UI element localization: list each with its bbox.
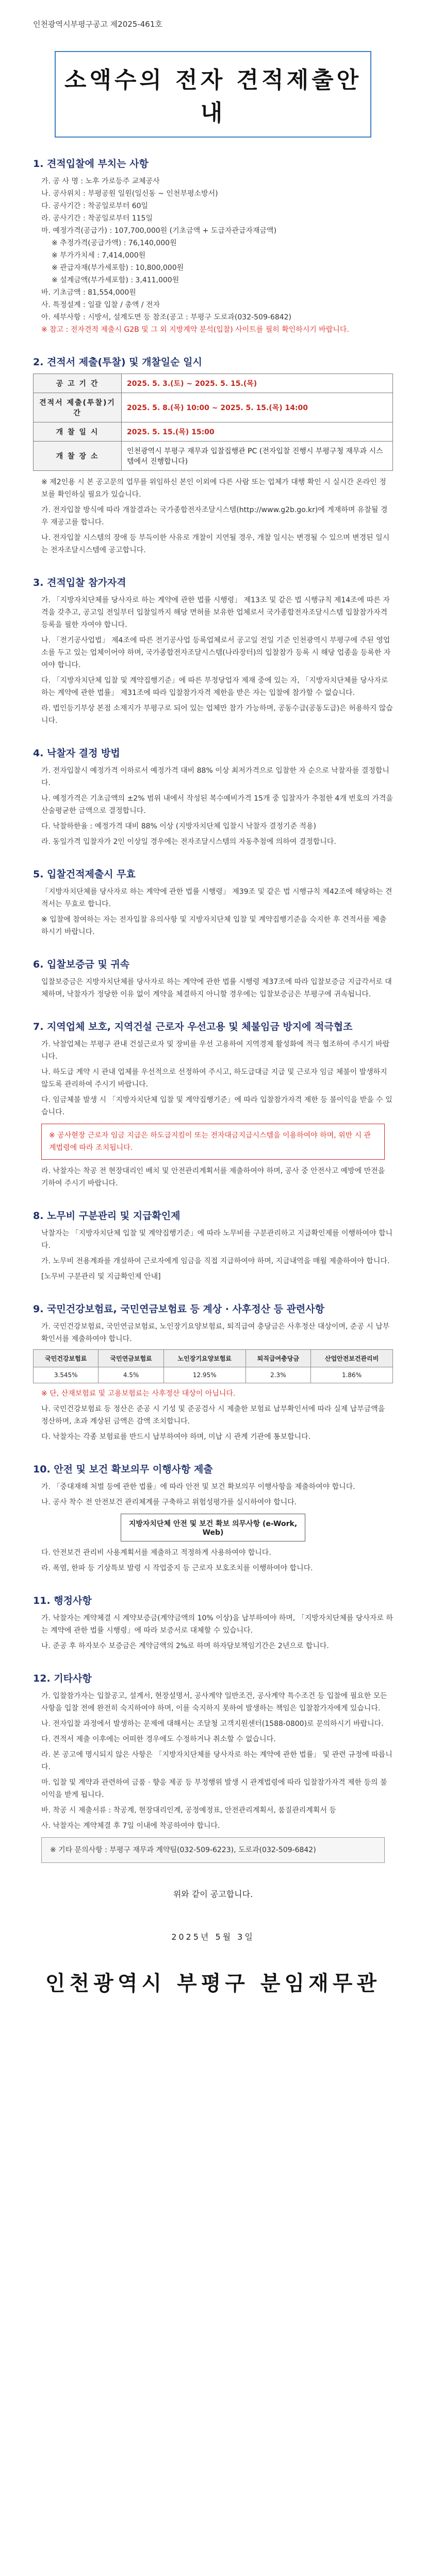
section-heading: 9. 국민건강보험료, 국민연금보험료 등 계상 · 사후정산 등 관련사항 (33, 1303, 324, 1315)
table-cell-value: 2025. 5. 3.(토) ~ 2025. 5. 15.(목) (122, 374, 393, 393)
section-2 (33, 354, 393, 556)
info-line: ※ 부가가치세 : 7,414,000원 (52, 251, 146, 260)
section-heading: 3. 견적입찰 참가자격 (33, 577, 126, 588)
note-text: 가. 전자입찰 방식에 따라 개찰결과는 국가종합전자조달시스템(http://www.g2b.go.kr)에 게재하며 유찰될 경우 재공고를 합니다. (41, 506, 388, 527)
schedule-table (33, 374, 393, 471)
table-cell: 3.545% (34, 1367, 99, 1383)
warning-line: ※ 참고 : 전자견적 제출시 G2B 및 그 외 지방계약 분석(입찰) 사이트를 필히 확인하시기 바랍니다. (41, 326, 349, 334)
page-bottom-spacer (33, 1996, 393, 2058)
paragraph: 낙찰자는 「지방자치단체 입찰 및 계약집행기준」에 따라 노무비를 구분관리하고 지급확인제를 이행하여야 합니다. (41, 1229, 393, 1250)
table-cell: 1.86% (311, 1367, 393, 1383)
info-line: ※ 관급자재(부가세포함) : 10,800,000원 (52, 264, 184, 272)
paragraph: 다. 안전보건 관리비 사용계획서를 제출하고 적정하게 사용하여야 합니다. (41, 1549, 271, 1557)
section-3 (33, 575, 393, 727)
info-line: 사. 특정설계 : 일괄 입찰 / 총액 / 전자 (41, 301, 160, 309)
closing-statement: 위와 같이 공고합니다. (173, 1889, 253, 1899)
paragraph: 「지방자치단체를 당사자로 하는 계약에 관한 법률 시행령」 제39조 및 같은 법 시행규칙 제42조에 해당하는 견적서는 무효로 합니다. (41, 888, 392, 908)
info-line: 다. 공사기간 : 착공일로부터 60일 (41, 202, 149, 210)
paragraph: 라. 본 공고에 명시되지 않은 사항은 「지방자치단체를 당사자로 하는 계약에 관한 법률」 및 관련 규정에 따릅니다. (41, 1751, 392, 1771)
section-heading: 4. 낙찰자 결정 방법 (33, 748, 120, 759)
info-line: 바. 기초금액 : 81,554,000원 (41, 289, 136, 297)
paragraph: 나. 예정가격은 기초금액의 ±2% 범위 내에서 작성된 복수예비가격 15개 중 입찰자가 추첨한 4개 번호의 가격을 산술평균한 금액으로 결정합니다. (41, 794, 393, 815)
section-4 (33, 745, 393, 848)
paragraph: 나. 전자입찰 과정에서 발생하는 문제에 대해서는 조달청 고객지원센터(1588-0800)로 문의하시기 바랍니다. (41, 1720, 384, 1728)
section-10 (33, 1462, 393, 1574)
paragraph: 다. 견적서 제출 이후에는 어떠한 경우에도 수정하거나 취소할 수 없습니다. (41, 1735, 276, 1743)
note-text: ※ 단, 산재보험료 및 고용보험료는 사후정산 대상이 아닙니다. (41, 1389, 236, 1398)
paragraph: 다. 임금체불 발생 시 「지방자치단체 입찰 및 계약집행기준」에 따라 입찰참가자격 제한 등 불이익을 받을 수 있습니다. (41, 1096, 392, 1116)
paragraph: 가. 「중대재해 처벌 등에 관한 법률」에 따라 안전 및 보건 확보의무 이행사항을 제출하여야 합니다. (41, 1483, 355, 1491)
info-line: ※ 추정가격(공급가액) : 76,140,000원 (52, 239, 177, 247)
paragraph: 나. 준공 후 하자보수 보증금은 계약금액의 2%로 하며 하자담보책임기간은 2년으로 합니다. (41, 1642, 329, 1650)
table-header-cell: 국민건강보험료 (34, 1350, 99, 1367)
paragraph: ※ 입찰에 참여하는 자는 전자입찰 유의사항 및 지방자치단체 입찰 및 계약집행기준을 숙지한 후 견적서를 제출하시기 바랍니다. (41, 916, 387, 936)
paragraph: 다. 낙찰자는 각종 보험료를 반드시 납부하여야 하며, 미납 시 관계 기관에 통보합니다. (41, 1433, 311, 1441)
section-heading: 1. 견적입찰에 부치는 사항 (33, 158, 149, 170)
table-cell-key: 견적서 제출(투찰)기간 (34, 393, 122, 422)
table-cell: 4.5% (99, 1367, 163, 1383)
table-row (34, 422, 393, 442)
table-row (34, 393, 393, 422)
table-header-cell: 노인장기요양보험료 (163, 1350, 245, 1367)
section-9 (33, 1301, 393, 1443)
paragraph: 가. 입찰참가자는 입찰공고, 설계서, 현장설명서, 공사계약 일반조건, 공사계약 특수조건 등 입찰에 필요한 모든 사항을 입찰 전에 완전히 숙지하여야 하며, 이를 숙지하지 못하여 발생하는 책임은 입찰참가자에게 있습니다. (41, 1692, 387, 1713)
table-header-cell: 국민연금보험료 (99, 1350, 163, 1367)
notice-number: 인천광역시부평구공고 제2025-461호 (33, 20, 162, 29)
table-cell: 12.95% (163, 1367, 245, 1383)
section-1 (33, 156, 393, 336)
info-line: 나. 공사위치 : 부평공원 일원(일신동 ~ 인천부평소방서) (41, 190, 218, 198)
section-heading: 8. 노무비 구분관리 및 지급확인제 (33, 1210, 181, 1222)
section-11 (33, 1593, 393, 1652)
issuing-organization: 인천광역시 부평구 분임재무관 (45, 1971, 381, 1995)
table-cell-value: 2025. 5. 15.(목) 15:00 (122, 422, 393, 442)
section-12 (33, 1671, 393, 1863)
warning-box: ※ 공사현장 근로자 임금 지급은 하도급지킴이 또는 전자대금지급시스템을 이용하여야 하며, 위반 시 관계법령에 따라 조치됩니다. (41, 1124, 385, 1160)
paragraph: 나. 공사 착수 전 안전보건 관리체계를 구축하고 위험성평가를 실시하여야 합니다. (41, 1498, 297, 1506)
paragraph: 가. 국민건강보험료, 국민연금보험료, 노인장기요양보험료, 퇴직급여 충당금은 사후정산 대상이며, 준공 시 납부확인서를 제출하여야 합니다. (41, 1323, 390, 1343)
paragraph: 바. 착공 시 제출서류 : 착공계, 현장대리인계, 공정예정표, 안전관리계획서, 품질관리계획서 등 (41, 1806, 336, 1815)
info-line: 라. 공사기간 : 착공일로부터 115일 (41, 214, 153, 223)
section-heading: 12. 기타사항 (33, 1673, 92, 1684)
table-row (34, 1367, 393, 1383)
section-heading: 10. 안전 및 보건 확보의무 이행사항 제출 (33, 1464, 213, 1475)
title-box (55, 51, 371, 138)
paragraph: 나. 국민건강보험료 등 정산은 준공 시 기성 및 준공검사 시 제출한 보험료 납부확인서에 따라 실제 납부금액을 정산하며, 초과 계상된 금액은 감액 조치합니다. (41, 1405, 385, 1426)
guide-link[interactable]: [노무비 구분관리 및 지급확인제 안내] (41, 1273, 161, 1281)
paragraph: 사. 낙찰자는 계약체결 후 7일 이내에 착공하여야 합니다. (41, 1822, 220, 1830)
info-line: 아. 세부사항 : 시방서, 설계도면 등 참조(공고 : 부평구 도로과(032-509-6842) (41, 313, 291, 321)
paragraph: 가. 「지방자치단체를 당사자로 하는 계약에 관한 법률 시행령」 제13조 및 같은 법 시행규칙 제14조에 따른 자격을 갖추고, 공고일 전일부터 입찰일까지 해당 면허를 보유한 업체로서 국가종합전자조달시스템 입찰참가자격 등록을 필한 자여야 합니다. (41, 596, 390, 629)
paragraph: 라. 낙찰자는 착공 전 현장대리인 배치 및 안전관리계획서를 제출하여야 하며, 공사 중 안전사고 예방에 만전을 기하여 주시기 바랍니다. (41, 1167, 385, 1188)
section-heading: 11. 행정사항 (33, 1595, 92, 1606)
section-heading: 7. 지역업체 보호, 지역건설 근로자 우선고용 및 체불임금 방지에 적극협조 (33, 1021, 353, 1032)
section-5 (33, 867, 393, 938)
paragraph: 가. 낙찰업체는 부평구 관내 건설근로자 및 장비를 우선 고용하여 지역경제 활성화에 적극 협조하여 주시기 바랍니다. (41, 1040, 390, 1061)
table-cell-key: 개 찰 일 시 (34, 422, 122, 442)
paragraph: 마. 입찰 및 계약과 관련하여 금품 · 향응 제공 등 부정행위 발생 시 관계법령에 따라 입찰참가자격 제한 등의 불이익을 받게 됩니다. (41, 1778, 387, 1799)
note-text: ※ 제2인용 시 본 공고문의 업무를 위임하신 본인 이외에 다른 사람 또는 업체가 대행 확인 시 실시간 온라인 정보를 확인하실 필요가 있습니다. (41, 478, 386, 499)
paragraph: 가. 전자입찰시 예정가격 이하로서 예정가격 대비 88% 이상 최저가격으로 입찰한 자 순으로 낙찰자를 결정합니다. (41, 767, 389, 787)
insurance-table (33, 1349, 393, 1383)
table-cell-value: 2025. 5. 8.(목) 10:00 ~ 2025. 5. 15.(목) 14:00 (122, 393, 393, 422)
paragraph: 가. 노무비 전용계좌를 개설하여 근로자에게 임금을 직접 지급하여야 하며, 지급내역을 매월 제출하여야 합니다. (41, 1257, 390, 1265)
table-header-row (34, 1350, 393, 1367)
table-cell: 2.3% (245, 1367, 310, 1383)
paragraph: 다. 「지방자치단체 입찰 및 계약집행기준」에 따른 부정당업자 제재 중에 있는 자, 「지방자치단체를 당사자로 하는 계약에 관한 법률」 제31조에 따라 입찰참가자격 제한을 받은 자는 입찰에 참가할 수 없습니다. (41, 676, 388, 697)
table-cell-key: 공 고 기 간 (34, 374, 122, 393)
notice-date: 2025년 5월 3일 (171, 1932, 255, 1942)
paragraph: 라. 법인등기부상 본점 소재지가 부평구로 되어 있는 업체만 참가 가능하며, 공동수급(공동도급)은 허용하지 않습니다. (41, 704, 393, 725)
table-header-cell: 산업안전보건관리비 (311, 1350, 393, 1367)
paragraph: 라. 동일가격 입찰자가 2인 이상일 경우에는 전자조달시스템의 자동추첨에 의하여 결정합니다. (41, 838, 336, 846)
section-heading: 6. 입찰보증금 및 귀속 (33, 959, 130, 970)
info-line: 마. 예정가격(공급가) : 107,700,000원 (기초금액 + 도급자관급자재금액) (41, 227, 277, 235)
contact-box: ※ 기타 문의사항 : 부평구 재무과 계약팀(032-509-6223), 도로과(032-509-6842) (41, 1837, 385, 1863)
page-title: 소액수의 전자 견적제출안내 (64, 67, 362, 126)
paragraph: 다. 낙찰하한율 : 예정가격 대비 88% 이상 (지방자치단체 입찰시 낙찰자 결정기준 적용) (41, 822, 316, 831)
note-text: 나. 전자입찰 시스템의 장애 등 부득이한 사유로 개찰이 지연될 경우, 개찰 일시는 변경될 수 있으며 변경된 일시는 전자조달시스템에 공고합니다. (41, 534, 390, 554)
paragraph: 입찰보증금은 지방자치단체를 당사자로 하는 계약에 관한 법률 시행령 제37조에 따라 입찰보증금 지급각서로 대체하며, 낙찰자가 정당한 이유 없이 계약을 체결하지 아니할 경우에는 입찰보증금은 부평구에 귀속됩니다. (41, 978, 392, 998)
section-7 (33, 1019, 393, 1190)
section-heading: 5. 입찰건적제출시 무효 (33, 869, 136, 880)
table-header-cell: 퇴직급여충당금 (245, 1350, 310, 1367)
section-6 (33, 957, 393, 1001)
paragraph: 라. 폭염, 한파 등 기상특보 발령 시 작업중지 등 근로자 보호조치를 이행하여야 합니다. (41, 1564, 313, 1572)
table-row (34, 442, 393, 471)
table-cell-key: 개 찰 장 소 (34, 442, 122, 471)
table-row (34, 374, 393, 393)
paragraph: 나. 하도급 계약 시 관내 업체를 우선적으로 선정하여 주시고, 하도급대금 지급 및 근로자 임금 체불이 발생하지 않도록 관리하여 주시기 바랍니다. (41, 1068, 387, 1089)
table-cell-value: 인천광역시 부평구 재무과 입찰집행관 PC (전자입찰 진행시 부평구청 재무과 시스템에서 진행합니다) (122, 442, 393, 471)
boxed-title: 지방자치단체 안전 및 보건 확보 의무사항 (e-Work, Web) (121, 1514, 305, 1541)
info-line: ※ 설계금액(부가세포함) : 3,411,000원 (52, 276, 179, 284)
info-line: 가. 공 사 명 : 노후 가로등주 교체공사 (41, 177, 160, 185)
section-heading: 2. 견적서 제출(투찰) 및 개찰일순 일시 (33, 357, 202, 368)
paragraph: 가. 낙찰자는 계약체결 시 계약보증금(계약금액의 10% 이상)을 납부하여야 하며, 「지방자치단체를 당사자로 하는 계약에 관한 법률 시행령」에 따라 보증서로 대체할 수 있습니다. (41, 1614, 393, 1635)
paragraph: 나. 「전기공사업법」 제4조에 따른 전기공사업 등록업체로서 공고일 전일 기준 인천광역시 부평구에 주된 영업소를 두고 있는 업체이어야 하며, 국가종합전자조달시스템(나라장터)의 입찰참가 등록 시 해당 업종을 등록한 자여야 합니다. (41, 636, 391, 669)
section-8 (33, 1208, 393, 1283)
